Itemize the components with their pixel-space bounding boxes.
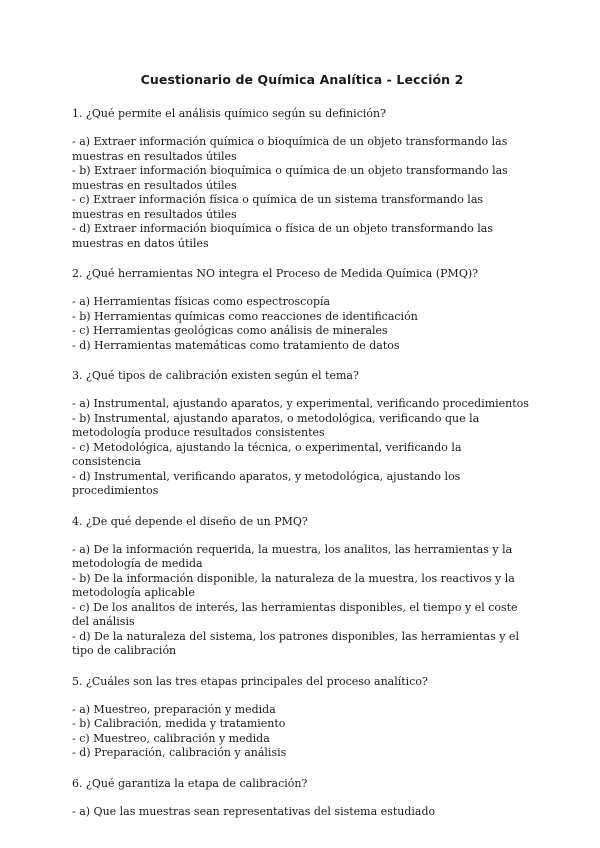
question-text: 4. ¿De qué depende el diseño de un PMQ? (72, 514, 308, 528)
option-c: - c) Metodológica, ajustando la técnica, o experimental, verificando la consistencia (72, 440, 462, 468)
option-a: - a) Que las muestras sean representativas del sistema estudiado (72, 804, 436, 818)
option-d: - d) Instrumental, verificando aparatos, y metodológica, ajustando los procedimientos (72, 469, 461, 497)
option-c: - c) Extraer información física o química de un sistema transformando las muestras en resultados útiles (72, 193, 484, 221)
question-text: 2. ¿Qué herramientas NO integra el Proceso de Medida Química (PMQ)? (72, 267, 479, 280)
option-b: - b) Extraer información bioquímica o química de un objeto transformando las muestras en resultados útiles (72, 164, 508, 192)
option-b: - b) Herramientas químicas como reacciones de identificación (72, 309, 418, 323)
option-b: - b) Instrumental, ajustando aparatos, o metodológica, verificando que la metodología produce resultados consistentes (72, 411, 480, 439)
option-a: - a) Muestreo, preparación y medida (72, 702, 276, 716)
option-d: - d) De la naturaleza del sistema, los patrones disponibles, las herramientas y el tipo de calibración (72, 629, 519, 657)
question-text: 1. ¿Qué permite el análisis químico según su definición? (72, 107, 386, 120)
option-c: - c) Herramientas geológicas como análisis de minerales (72, 324, 388, 337)
question-4 (72, 515, 532, 659)
option-a: - a) Herramientas físicas como espectroscopía (72, 295, 331, 308)
question-6 (72, 777, 532, 820)
question-5 (72, 675, 532, 761)
option-list (72, 397, 532, 499)
option-list (72, 703, 532, 761)
option-d: - d) Herramientas matemáticas como tratamiento de datos (72, 338, 400, 352)
option-b: - b) Calibración, medida y tratamiento (72, 717, 286, 730)
option-d: - d) Preparación, calibración y análisis (72, 746, 287, 759)
option-a: - a) Instrumental, ajustando aparatos, y experimental, verificando procedimientos (72, 397, 529, 410)
option-list (72, 805, 532, 820)
question-1 (72, 107, 532, 251)
question-text: 3. ¿Qué tipos de calibración existen según el tema? (72, 369, 359, 382)
option-list (72, 135, 532, 251)
option-list (72, 295, 532, 353)
option-c: - c) Muestreo, calibración y medida (72, 731, 270, 745)
option-b: - b) De la información disponible, la naturaleza de la muestra, los reactivos y la metodología aplicable (72, 571, 515, 599)
question-text: 5. ¿Cuáles son las tres etapas principales del proceso analítico? (72, 674, 428, 688)
question-2 (72, 267, 532, 353)
document-page (72, 72, 532, 835)
question-3 (72, 369, 532, 499)
option-list (72, 543, 532, 659)
option-c: - c) De los analitos de interés, las herramientas disponibles, el tiempo y el coste del análisis (72, 600, 518, 628)
option-a: - a) De la información requerida, la muestra, los analitos, las herramientas y la metodología de medida (72, 542, 513, 570)
question-text: 6. ¿Qué garantiza la etapa de calibración? (72, 776, 308, 790)
option-d: - d) Extraer información bioquímica o física de un objeto transformando las muestras en datos útiles (72, 222, 493, 250)
page-title: Cuestionario de Química Analítica - Lección 2 (140, 72, 464, 87)
option-a: - a) Extraer información química o bioquímica de un objeto transformando las muestras en resultados útiles (72, 135, 508, 163)
